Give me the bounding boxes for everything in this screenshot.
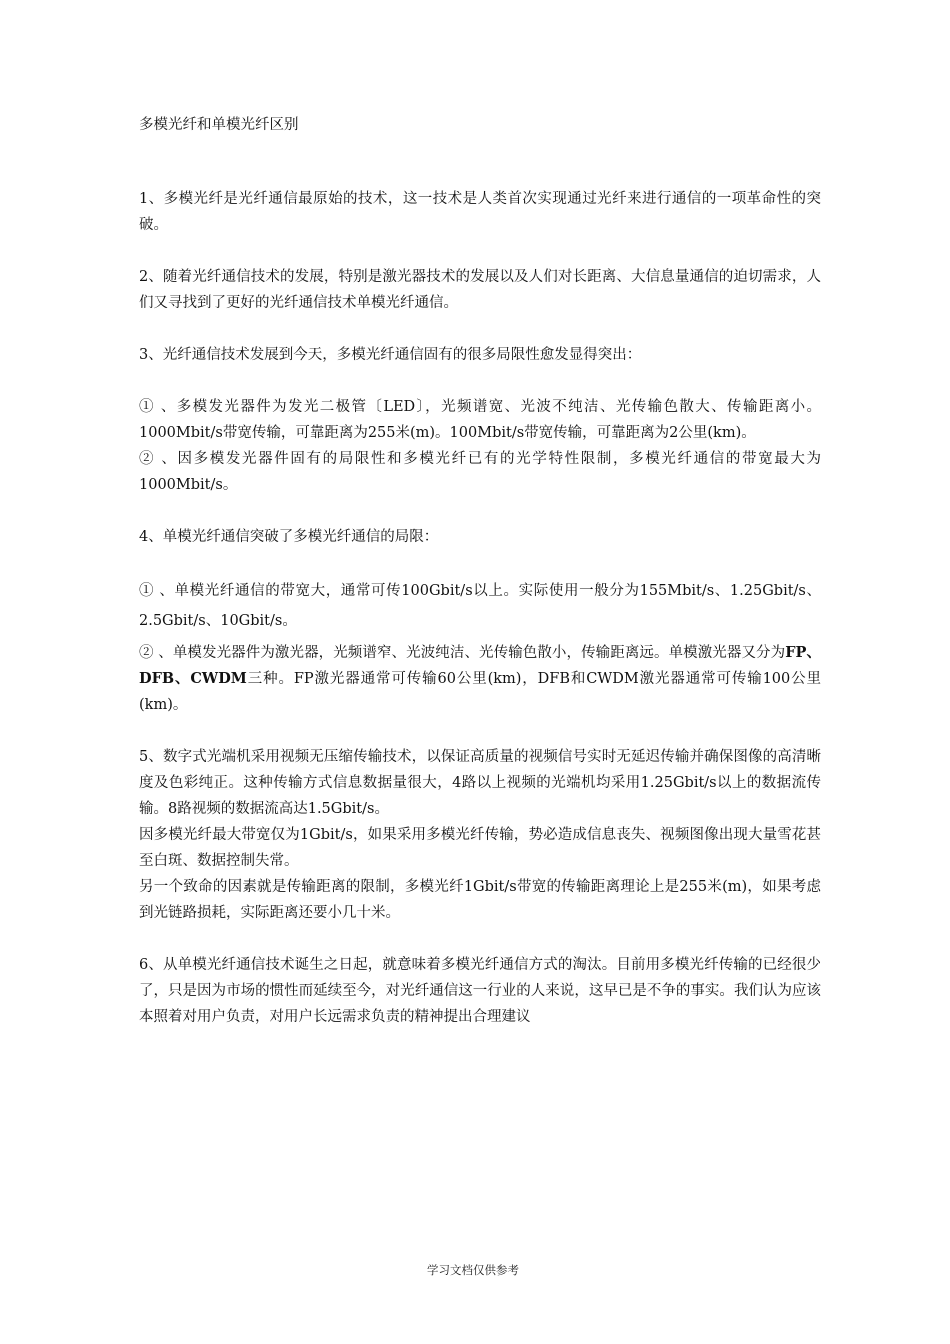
paragraph-2: 2、随着光纤通信技术的发展，特别是激光器技术的发展以及人们对长距离、大信息量通信的迫切需求，人们又寻找到了更好的光纤通信技术单模光纤通信。 [139,269,821,311]
paragraph-3: 3、光纤通信技术发展到今天，多模光纤通信固有的很多局限性愈发显得突出： [139,347,642,363]
paragraph-1: 1、多模光纤是光纤通信最原始的技术，这一技术是人类首次实现通过光纤来进行通信的一项革命性的突破。 [139,191,821,233]
page-footer: 学习文档仅供参考 [427,1263,519,1277]
paragraph-4: 4、单模光纤通信突破了多模光纤通信的局限： [139,529,439,545]
paragraph-3-item-1: ① 、多模发光器件为发光二极管〔LED〕，光频谱宽、光波不纯洁、光传输色散大、传输距离小。1000Mbit/s带宽传输，可靠距离为255米(m)。100Mbit/s带宽传输，可靠距离为2公里(km)。 [139,399,821,441]
paragraph-4-item-2 [139,640,821,718]
separator-2: 、 [174,670,191,687]
item-2-text-a: ② 、单模发光器件为激光器，光频谱窄、光波纯洁、光传输色散小，传输距离远。单模激光器又分为 [139,645,786,661]
separator-1: 、 [806,644,822,661]
paragraph-5: 5、数字式光端机采用视频无压缩传输技术，以保证高质量的视频信号实时无延迟传输并确保图像的高清晰度及色彩纯正。这种传输方式信息数据量很大，4路以上视频的光端机均采用1.25Gbit/s以上的数据流传输。8路视频的数据流高达1.5Gbit/s。 [139,749,821,817]
document-title: 多模光纤和单模光纤区别 [139,117,299,133]
laser-type-fp: FP [785,644,807,661]
laser-type-cwdm: CWDM [190,670,247,687]
paragraph-3-item-2: ② 、因多模发光器件固有的局限性和多模光纤已有的光学特性限制，多模光纤通信的带宽最大为1000Mbit/s。 [139,451,821,493]
paragraph-6: 6、从单模光纤通信技术诞生之日起，就意味着多模光纤通信方式的淘汰。目前用多模光纤传输的已经很少了，只是因为市场的惯性而延续至今，对光纤通信这一行业的人来说，这早已是不争的事实。我们认为应该本照着对用户负责，对用户长远需求负责的精神提出合理建议 [139,957,821,1025]
item-2-text-b: 三种。FP激光器通常可传输60公里(km)，DFB和CWDM激光器通常可传输100公里(km)。 [139,671,821,713]
document-body [139,112,821,1030]
laser-type-dfb: DFB [139,670,175,687]
paragraph-4-item-1: ① 、单模光纤通信的带宽大，通常可传100Gbit/s以上。实际使用一般分为155Mbit/s、1.25Gbit/s、2.5Gbit/s、10Gbit/s。 [139,583,821,629]
paragraph-5-b: 因多模光纤最大带宽仅为1Gbit/s，如果采用多模光纤传输，势必造成信息丧失、视频图像出现大量雪花甚至白斑、数据控制失常。 [139,827,821,869]
paragraph-5-c: 另一个致命的因素就是传输距离的限制，多模光纤1Gbit/s带宽的传输距离理论上是255米(m)，如果考虑到光链路损耗，实际距离还要小几十米。 [139,879,821,921]
